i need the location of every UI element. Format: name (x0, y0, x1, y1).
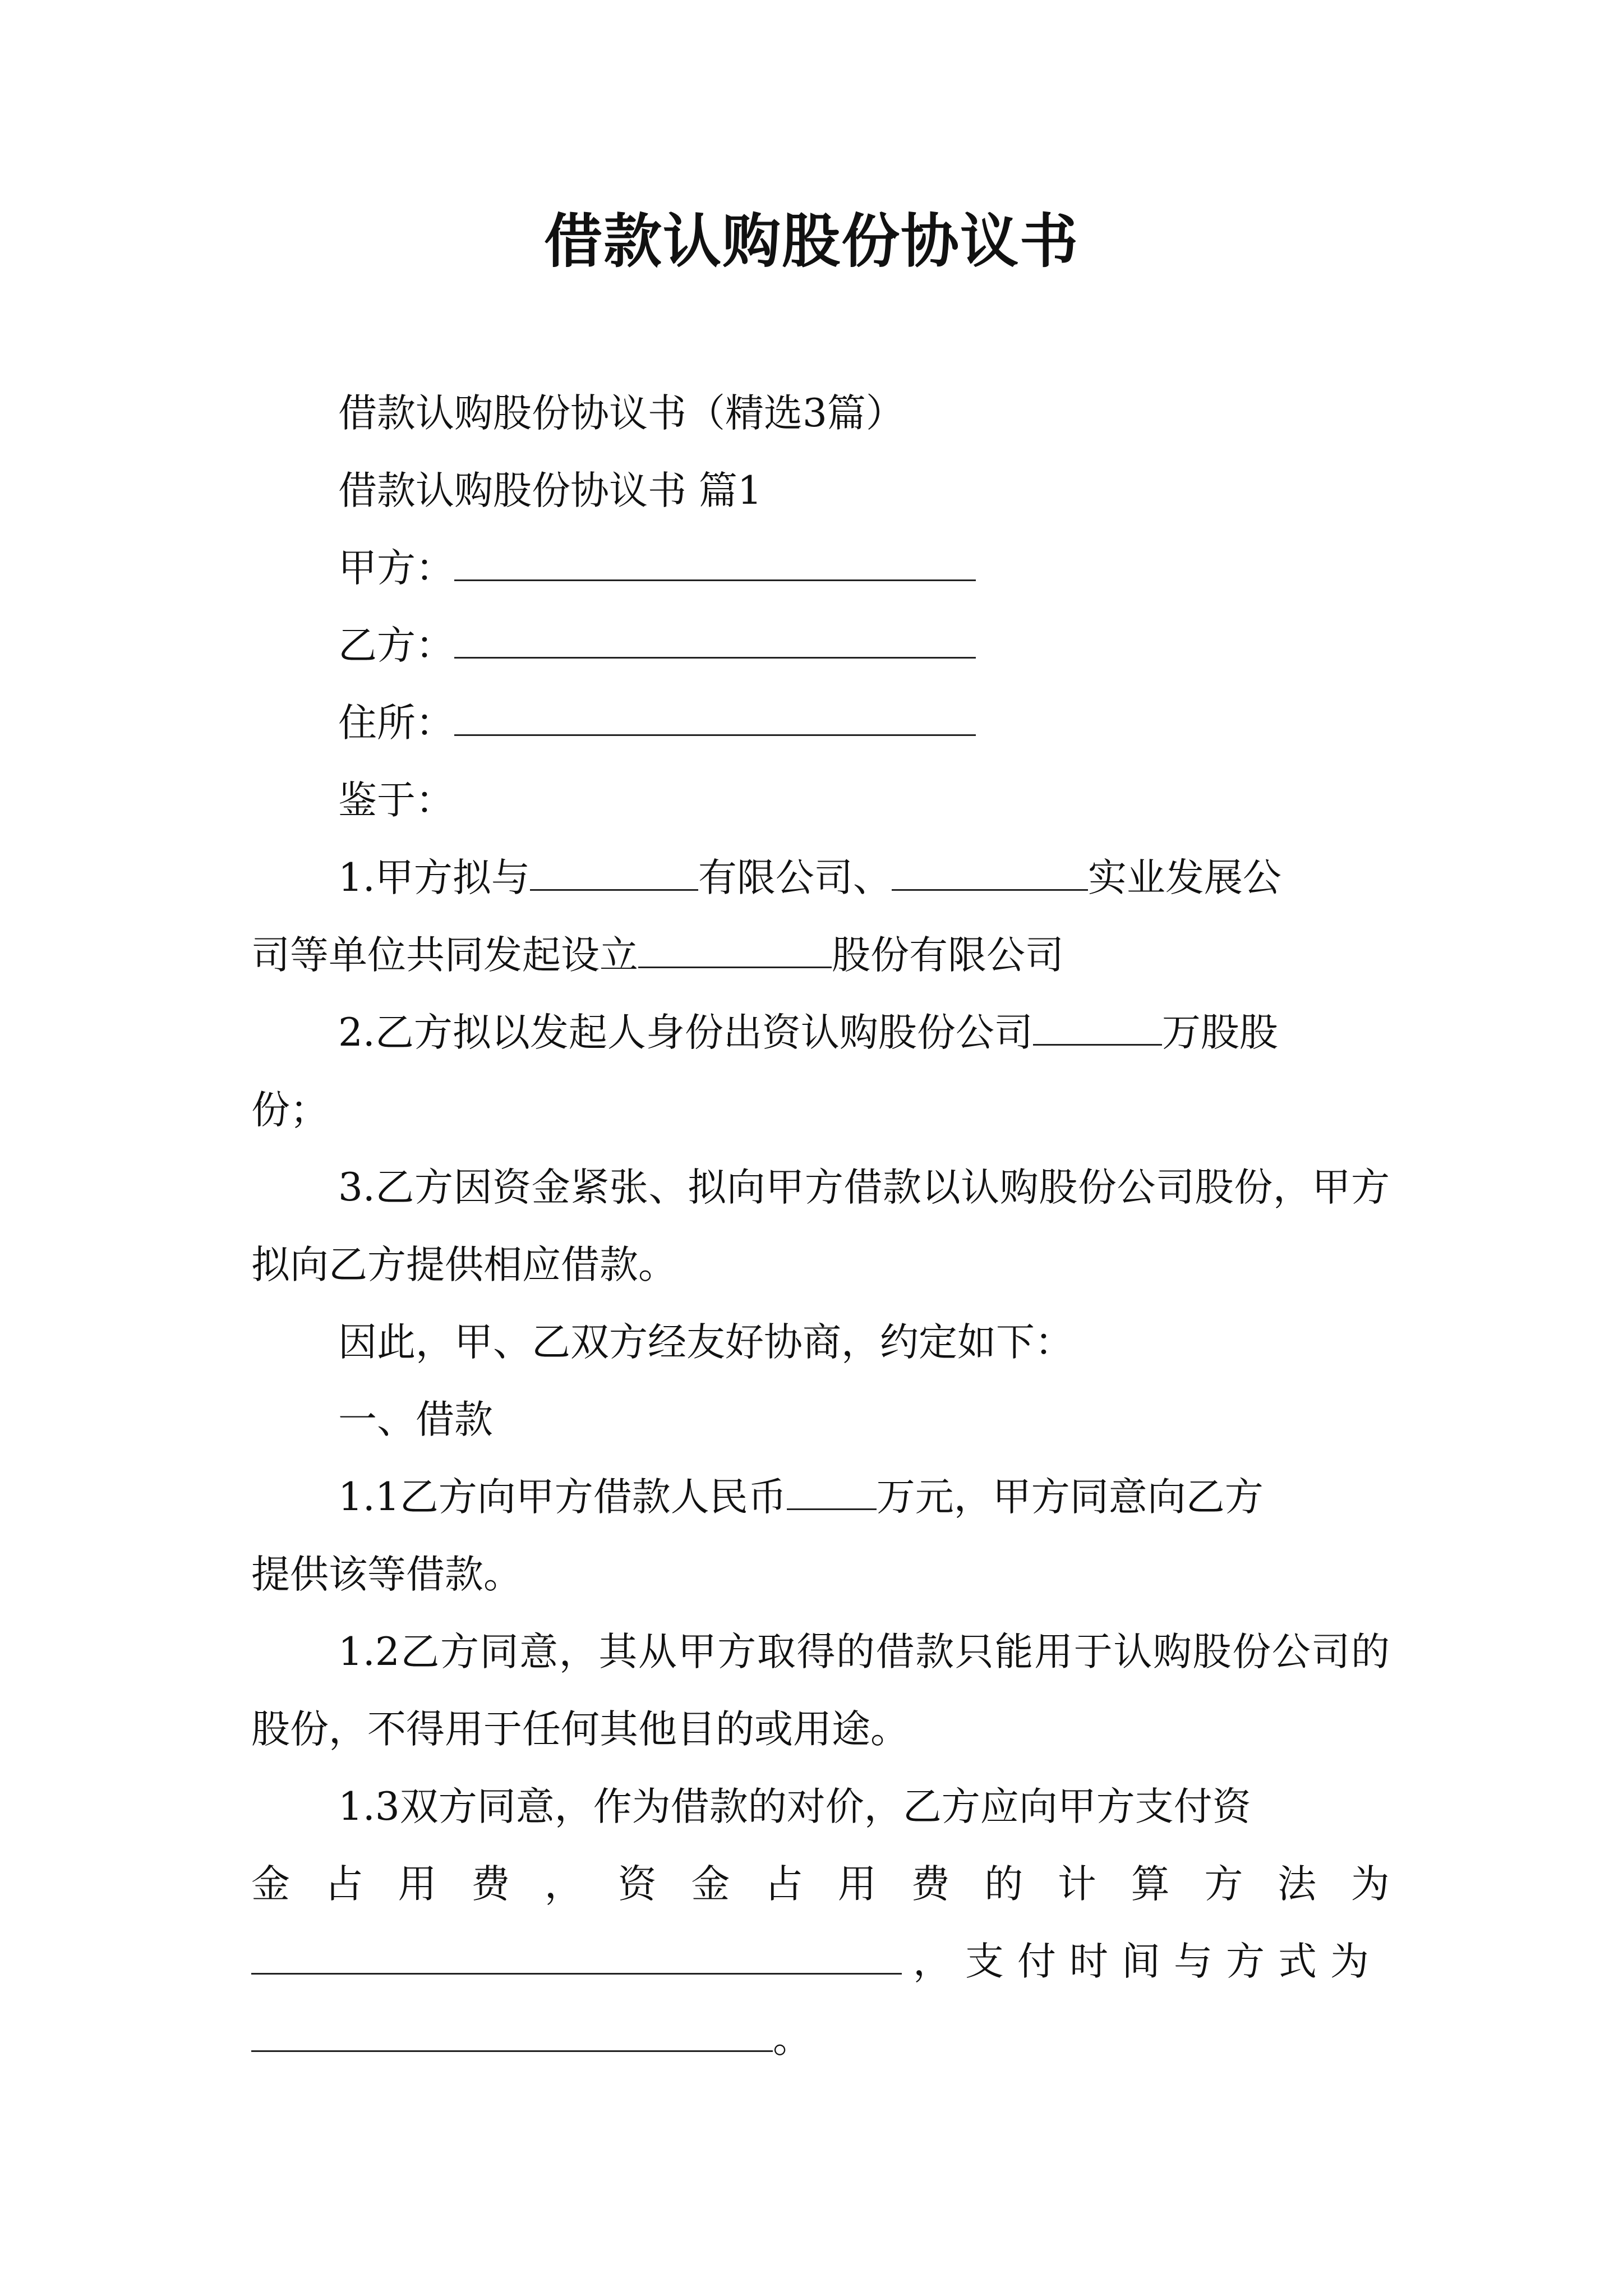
payment-method-blank[interactable] (251, 2019, 773, 2052)
company-name-blank-3[interactable] (638, 935, 832, 968)
clause-1-3-end-mark: 。 (773, 2017, 811, 2062)
clause-1-1-part1: 1.1乙方向甲方借款人民币 (338, 1475, 787, 1520)
clause-1-1-part3: 提供该等借款。 (251, 1552, 522, 1597)
recital-2-line-1 (251, 994, 1390, 1071)
spread-char: 金 (691, 1862, 730, 1907)
spread-char: 占 (764, 1862, 804, 1907)
whereas-label: 鉴于： (338, 778, 454, 823)
spread-char: ， (544, 1862, 583, 1907)
recital-2-line-2 (251, 1071, 1390, 1149)
spread-char: 方 (1204, 1862, 1243, 1907)
clause-1-3-pay-suffix (902, 1923, 1390, 2000)
spread-char: 占 (324, 1862, 363, 1907)
company-name-blank-1[interactable] (530, 858, 698, 891)
recital-3: 3.乙方因资金紧张、拟向甲方借款以认购股份公司股份，甲方拟向乙方提供相应借款。 (251, 1165, 1390, 1287)
address-label: 住所： (338, 701, 454, 746)
recital-1-part5: 股份有限公司 (832, 933, 1064, 978)
clause-1-2: 1.2乙方同意，其从甲方取得的借款只能用于认购股份公司的股份，不得用于任何其他目的或用途。 (251, 1630, 1390, 1752)
clause-1-1-line-2 (251, 1536, 1390, 1613)
recital-1-part1: 1.甲方拟与 (338, 855, 530, 900)
clause-1-3-line-1 (251, 1768, 1390, 1846)
clause-1-3-line-4 (251, 2000, 1390, 2078)
spread-char: 为 (1350, 1862, 1390, 1907)
section-header: 借款认购股份协议书 篇1 (338, 468, 762, 513)
recital-1-part4: 司等单位共同发起设立 (251, 933, 638, 978)
recital-1-part3: 实业发展公 (1087, 855, 1281, 900)
spread-char: 用 (398, 1862, 437, 1907)
fee-calculation-blank[interactable] (251, 1941, 902, 1975)
spread-char: 法 (1278, 1862, 1317, 1907)
clause-1-3-line-2 (251, 1846, 1390, 1923)
recital-2-part2: 万股股 (1161, 1010, 1278, 1055)
clause-1-1-part2: 万元，甲方同意向乙方 (876, 1475, 1264, 1520)
article-1-heading: 一、借款 (338, 1397, 493, 1442)
pay-suffix-text: ，支付时间与方式为 (913, 1939, 1382, 1984)
spread-char: 费 (911, 1862, 950, 1907)
party-b-blank[interactable] (454, 625, 976, 659)
address-blank[interactable] (454, 703, 976, 736)
party-a-label: 甲方： (338, 546, 454, 591)
party-a-blank[interactable] (454, 548, 976, 581)
recital-1-part2: 有限公司、 (698, 855, 892, 900)
document-body (251, 375, 1390, 2078)
spread-char: 费 (471, 1862, 510, 1907)
spread-char: 金 (251, 1862, 290, 1907)
clause-1-3-line-3 (251, 1923, 1390, 2000)
spread-char: 的 (984, 1862, 1023, 1907)
share-count-blank[interactable] (1033, 1013, 1162, 1046)
clause-1-3-part1: 1.3双方同意，作为借款的对价，乙方应向甲方支付资 (338, 1784, 1251, 1829)
address-line (251, 684, 1390, 762)
party-b-label: 乙方： (338, 623, 454, 668)
company-name-blank-2[interactable] (892, 858, 1088, 891)
spread-char: 算 (1131, 1862, 1170, 1907)
spread-char: 计 (1057, 1862, 1096, 1907)
recital-2-part3: 份； (251, 1088, 329, 1133)
spread-char: 用 (837, 1862, 877, 1907)
party-b-line (251, 607, 1390, 684)
party-a-line (251, 530, 1390, 607)
recital-1-line-1 (251, 839, 1390, 917)
recital-1-line-2 (251, 917, 1390, 994)
agreement-intro: 因此，甲、乙双方经友好协商，约定如下： (338, 1320, 1073, 1365)
document-title: 借款认购股份协议书 (543, 206, 1079, 275)
loan-amount-blank[interactable] (787, 1477, 877, 1510)
spread-char: 资 (617, 1862, 657, 1907)
document-subtitle: 借款认购股份协议书（精选3篇） (338, 391, 905, 436)
recital-2-part1: 2.乙方拟以发起人身份出资认购股份公司 (338, 1010, 1033, 1055)
clause-1-1-line-1 (251, 1458, 1390, 1536)
